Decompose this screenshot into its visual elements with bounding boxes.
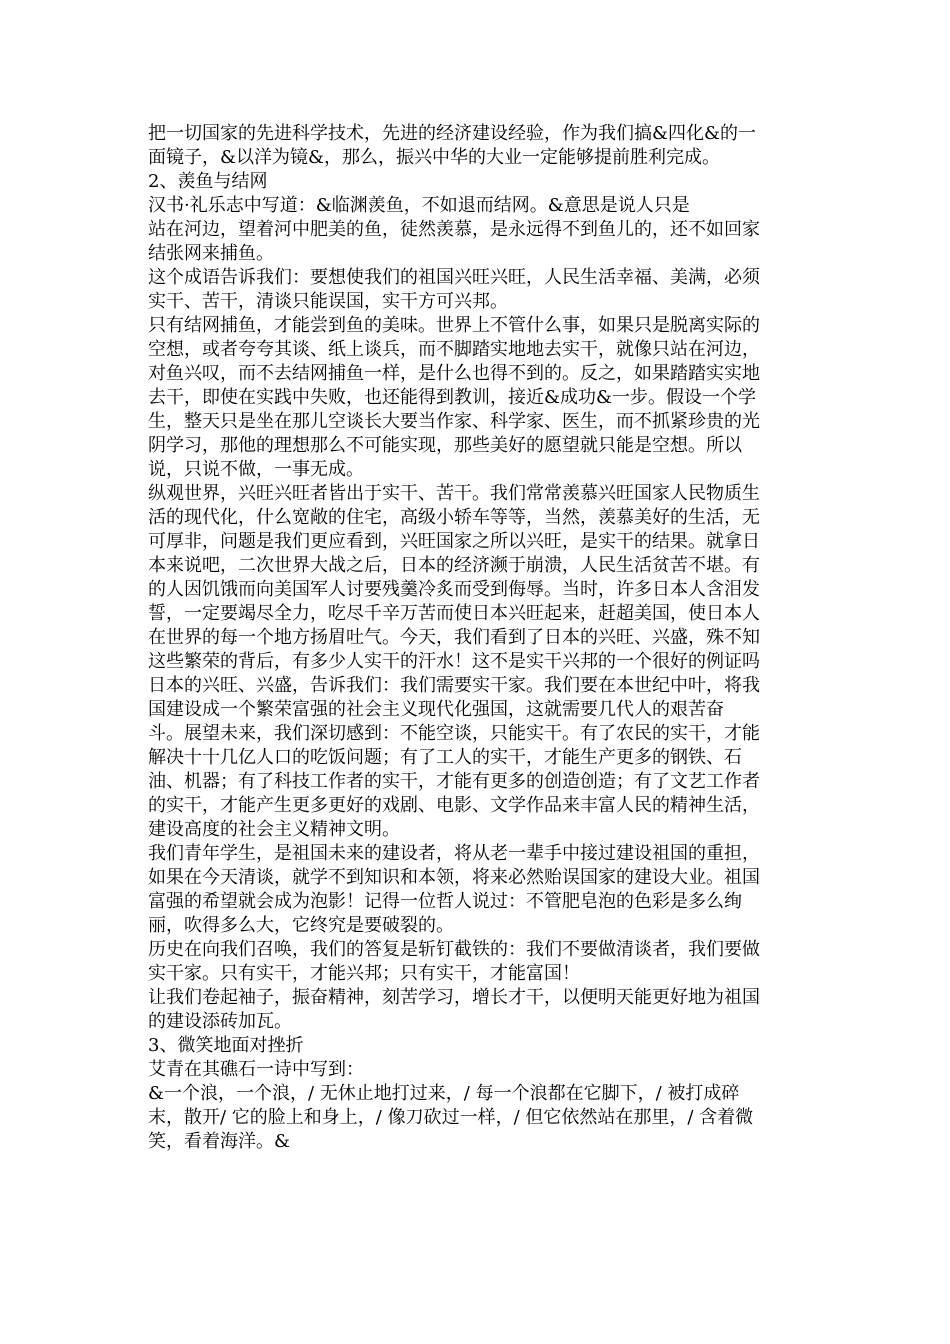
text-line: 实干家。只有实干，才能兴邦；只有实干，才能富国！: [148, 963, 580, 984]
text-line: 笑，看着海洋。&: [148, 1131, 291, 1152]
text-line: 空想，或者夸夸其谈、纸上谈兵，而不脚踏实地地去实干，就像只站在河边，: [148, 339, 760, 360]
text-line: 日本的兴旺、兴盛，告诉我们：我们需要实干家。我们要在本世纪中叶，将我: [148, 675, 760, 696]
text-line: 斗。展望未来，我们深切感到：不能空谈，只能实干。有了农民的实干，才能: [148, 723, 760, 744]
text-line: 可厚非，问题是我们更应看到，兴旺国家之所以兴旺，是实干的结果。就拿日: [148, 531, 760, 552]
text-line: 活的现代化，什么宽敞的住宅，高级小轿车等等，当然，羡慕美好的生活，无: [148, 507, 760, 528]
section-heading: 3、微笑地面对挫折: [148, 1035, 304, 1056]
text-line: 汉书·礼乐志中写道：&临渊羡鱼，不如退而结网。&意思是说人只是: [148, 195, 690, 216]
text-line: 面镜子，&以洋为镜&，那么，振兴中华的大业一定能够提前胜利完成。: [148, 147, 721, 168]
text-line: 的实干，才能产生更多更好的戏剧、电影、文学作品来丰富人民的精神生活，: [148, 795, 760, 816]
text-line: 我们青年学生，是祖国未来的建设者，将从老一辈手中接过建设祖国的重担，: [148, 843, 760, 864]
text-line: 丽，吹得多么大，它终究是要破裂的。: [148, 915, 454, 936]
text-line: 生，整天只是坐在那儿空谈长大要当作家、科学家、医生，而不抓紧珍贵的光: [148, 411, 760, 432]
text-line: 艾青在其礁石一诗中写到：: [148, 1059, 364, 1080]
text-line: &一个浪，一个浪，/ 无休止地打过来，/ 每一个浪都在它脚下，/ 被打成碎: [148, 1083, 740, 1104]
text-line: 如果在今天清谈，就学不到知识和本领，将来必然贻误国家的建设大业。祖国: [148, 867, 760, 888]
text-line: 这个成语告诉我们：要想使我们的祖国兴旺兴旺，人民生活幸福、美满，必须: [148, 267, 760, 288]
text-line: 结张网来捕鱼。: [148, 243, 274, 264]
text-line: 对鱼兴叹，而不去结网捕鱼一样，是什么也得不到的。反之，如果踏踏实实地: [148, 363, 760, 384]
document-body: [148, 122, 808, 1154]
text-line: 站在河边，望着河中肥美的鱼，徒然羡慕，是永远得不到鱼儿的，还不如回家: [148, 219, 760, 240]
text-line: 誓，一定要竭尽全力，吃尽千辛万苦而使日本兴旺起来，赶超美国，使日本人: [148, 603, 760, 624]
text-line: 在世界的每一个地方扬眉吐气。今天，我们看到了日本的兴旺、兴盛，殊不知: [148, 627, 760, 648]
text-line: 末，散开/ 它的脸上和身上，/ 像刀砍过一样，/ 但它依然站在那里，/ 含着微: [148, 1107, 754, 1128]
text-line: 让我们卷起袖子，振奋精神，刻苦学习，增长才干，以便明天能更好地为祖国: [148, 987, 760, 1008]
text-line: 的建设添砖加瓦。: [148, 1011, 292, 1032]
text-line: 这些繁荣的背后，有多少人实干的汗水！这不是实干兴邦的一个很好的例证吗: [148, 651, 760, 672]
text-line: 说，只说不做，一事无成。: [148, 459, 364, 480]
text-line: 实干、苦干，清谈只能误国，实干方可兴邦。: [148, 291, 508, 312]
text-line: 的人因饥饿而向美国军人讨要残羹冷炙而受到侮辱。当时，许多日本人含泪发: [148, 579, 760, 600]
text-line: 阴学习，那他的理想那么不可能实现，那些美好的愿望就只能是空想。所以: [148, 435, 742, 456]
text-line: 把一切国家的先进科学技术，先进的经济建设经验，作为我们搞&四化&的一: [148, 123, 757, 144]
text-line: 建设高度的社会主义精神文明。: [148, 819, 400, 840]
text-line: 历史在向我们召唤，我们的答复是斩钉截铁的：我们不要做清谈者，我们要做: [148, 939, 760, 960]
text-line: 油、机器；有了科技工作者的实干，才能有更多的创造创造；有了文艺工作者: [148, 771, 760, 792]
text-line: 纵观世界，兴旺兴旺者皆出于实干、苦干。我们常常羡慕兴旺国家人民物质生: [148, 483, 760, 504]
text-line: 国建设成一个繁荣富强的社会主义现代化强国，这就需要几代人的艰苦奋: [148, 699, 724, 720]
text-line: 富强的希望就会成为泡影！记得一位哲人说过：不管肥皂泡的色彩是多么绚: [148, 891, 742, 912]
text-line: 本来说吧，二次世界大战之后，日本的经济濒于崩溃，人民生活贫苦不堪。有: [148, 555, 760, 576]
text-line: 去干，即使在实践中失败，也还能得到教训，接近&成功&一步。假设一个学: [148, 387, 757, 408]
section-heading: 2、羡鱼与结网: [148, 171, 268, 192]
text-line: 解决十十几亿人口的吃饭问题；有了工人的实干，才能生产更多的钢铁、石: [148, 747, 742, 768]
text-line: 只有结网捕鱼，才能尝到鱼的美味。世界上不管什么事，如果只是脱离实际的: [148, 315, 760, 336]
